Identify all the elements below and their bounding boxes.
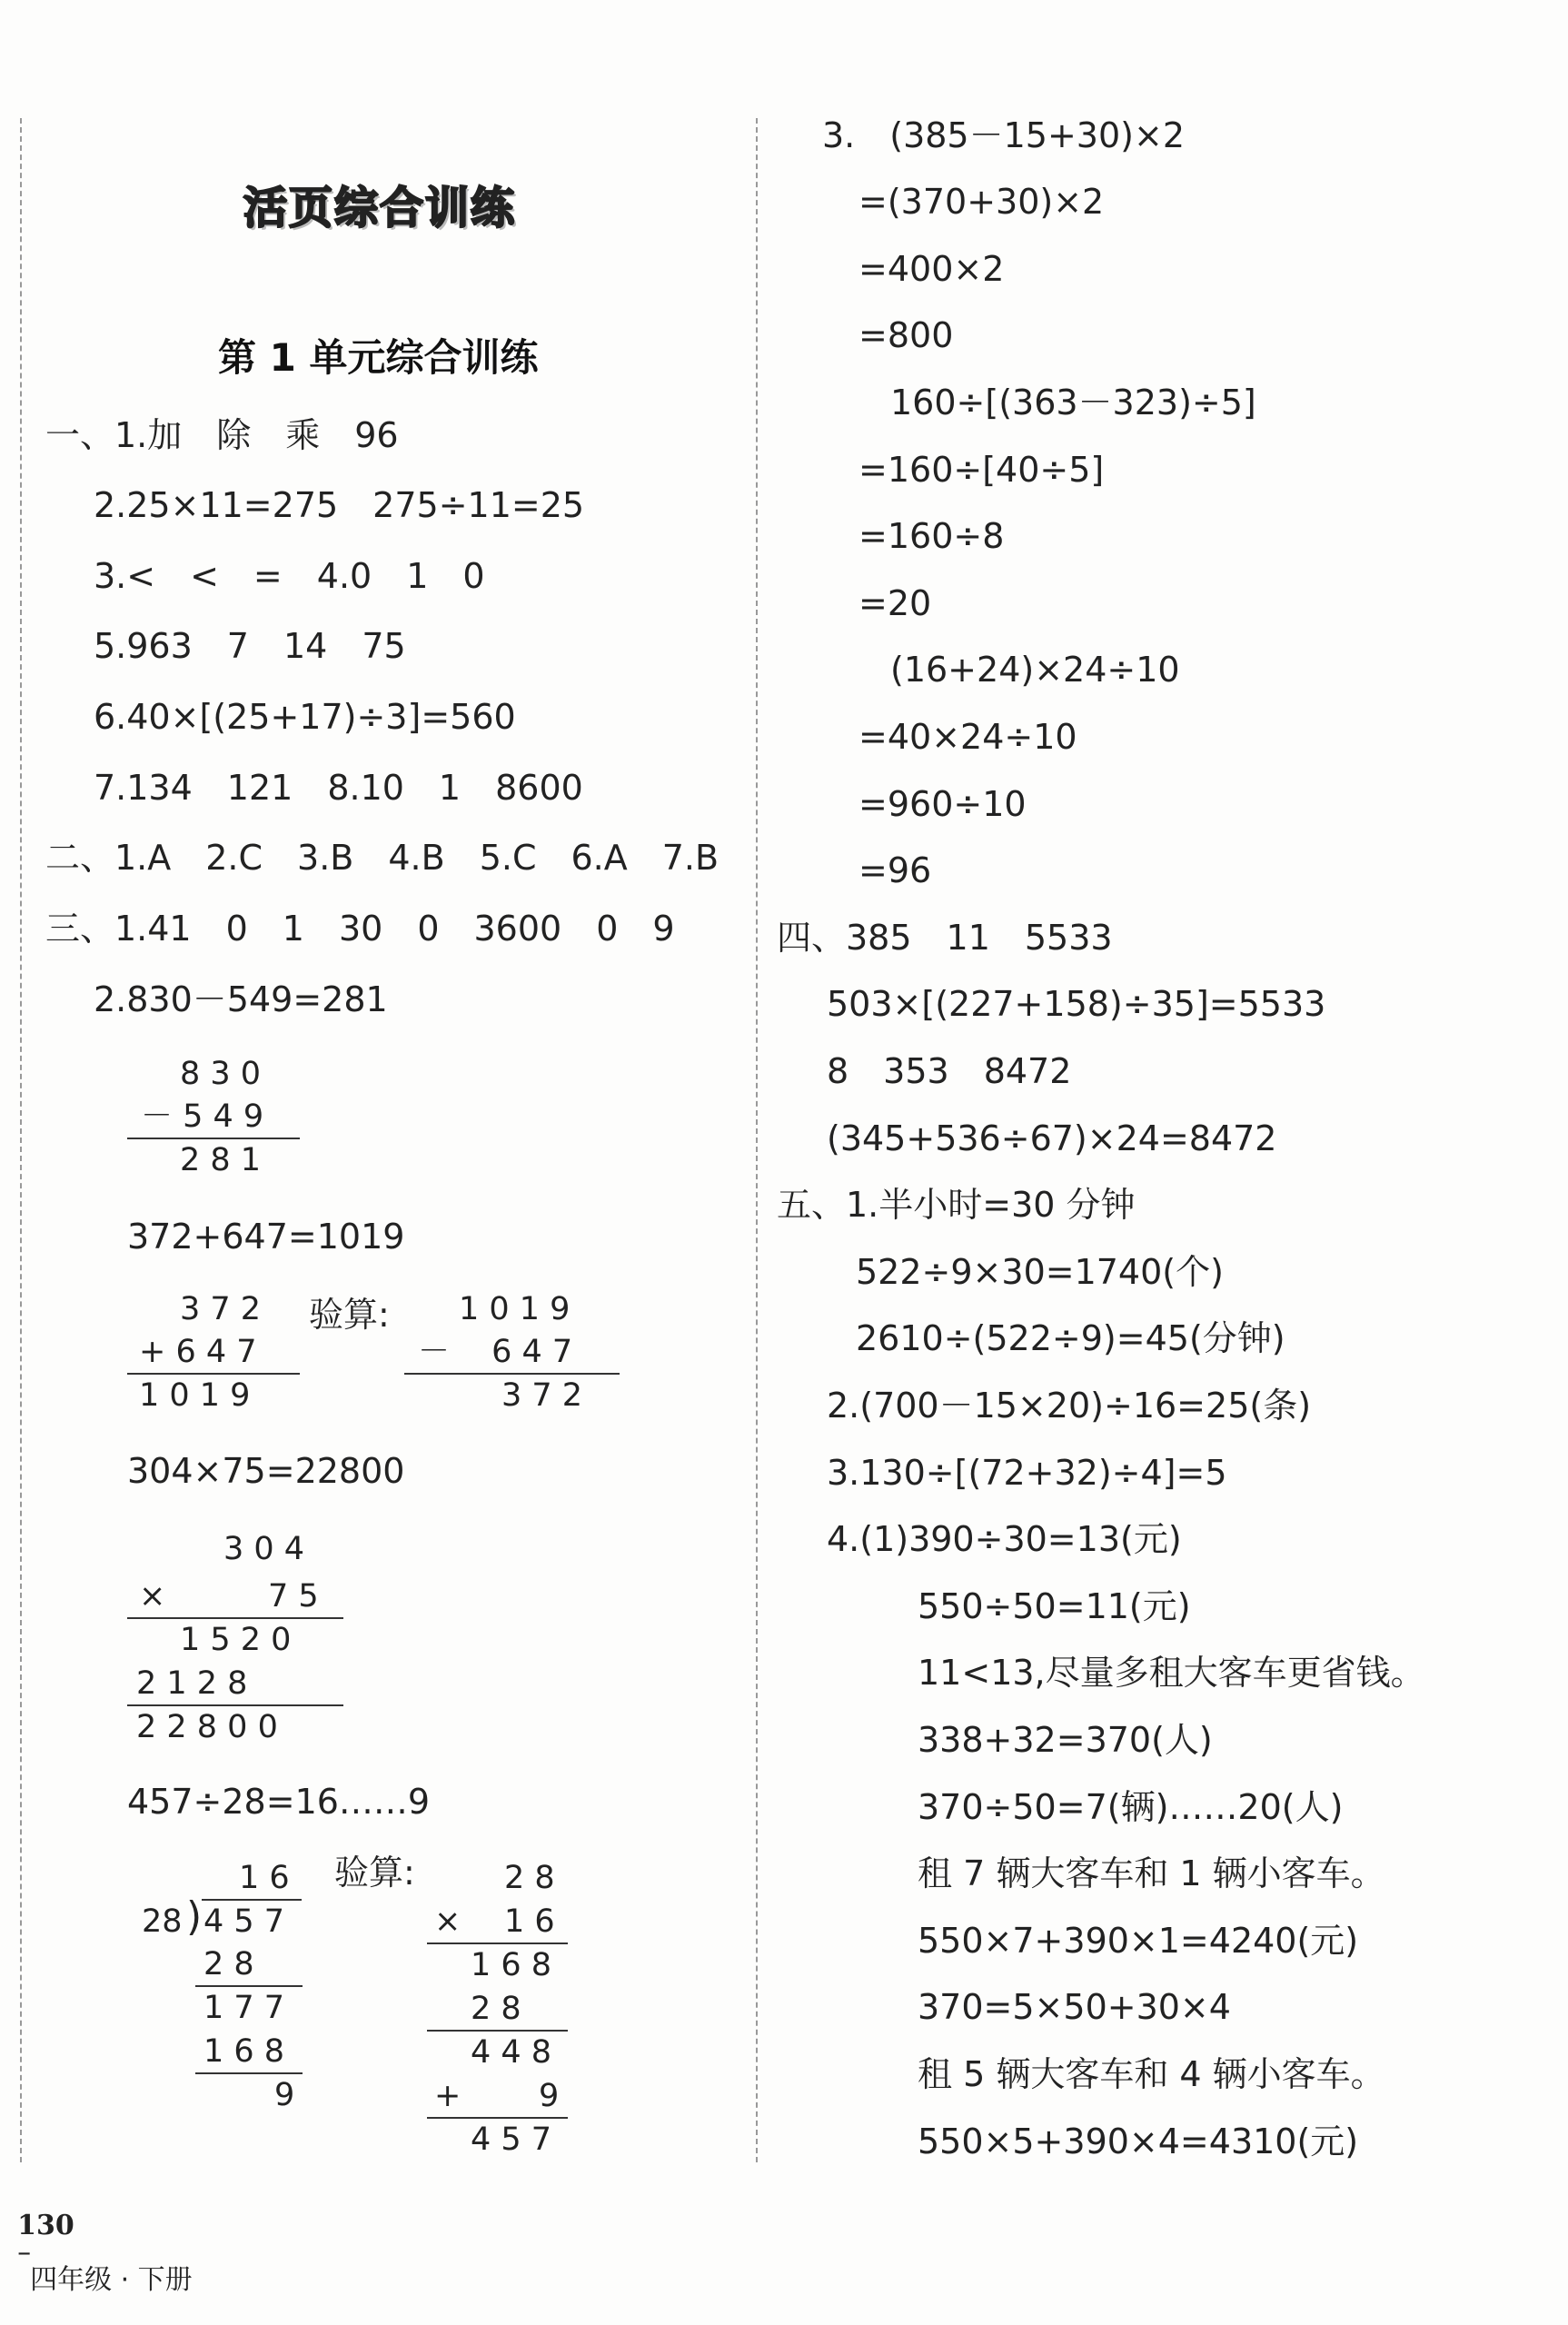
- answer-line: (16+24)×24÷10: [890, 650, 1180, 690]
- answer-line: 8 353 8472: [827, 1051, 1072, 1091]
- division-bracket: ): [186, 1893, 203, 1940]
- calc-rule: [195, 2072, 303, 2074]
- division-remainder: 9: [274, 2077, 295, 2113]
- vertical-calc-line: 1 0 1 9: [459, 1291, 571, 1327]
- answer-line: 370÷50=7(辆)……20(人): [918, 1787, 1344, 1827]
- answer-line: =96: [858, 850, 932, 890]
- page-footer: [0, 2185, 193, 2294]
- vertical-calc-line: 4 5 7: [471, 2121, 552, 2158]
- calc-rule: [127, 1704, 343, 1706]
- answer-line: 5.963 7 14 75: [94, 626, 406, 666]
- answer-line: 2.(700－15×20)÷16=25(条): [827, 1386, 1312, 1426]
- vertical-calc-line: 3 0 4: [223, 1531, 305, 1567]
- answer-line: 11<13,尽量多租大客车更省钱。: [918, 1653, 1425, 1693]
- vertical-calc-line: － 5 4 9: [141, 1098, 264, 1135]
- answer-line: 338+32=370(人): [918, 1720, 1213, 1760]
- answer-line: 2.25×11=275 275÷11=25: [94, 485, 585, 525]
- division-step: 1 7 7: [203, 1990, 285, 2026]
- vertical-calc-line: 1 5 2 0: [180, 1622, 292, 1658]
- calc-rule: [195, 1985, 303, 1987]
- vertical-calc-line: 7 5: [268, 1578, 319, 1615]
- answer-line: =160÷8: [858, 516, 1005, 556]
- answer-line: 二、1.A 2.C 3.B 4.B 5.C 6.A 7.B: [45, 838, 719, 878]
- answer-line: =(370+30)×2: [858, 182, 1105, 222]
- page-title: 活页综合训练: [243, 183, 517, 233]
- answer-line: 3.< < = 4.0 1 0: [94, 556, 485, 596]
- division-step: 1 6 8: [203, 2033, 285, 2070]
- answer-line: 2610÷(522÷9)=45(分钟): [856, 1318, 1285, 1358]
- answer-line: 550×5+390×4=4310(元): [918, 2121, 1359, 2161]
- page-number: 130: [17, 2210, 74, 2241]
- answer-line: 503×[(227+158)÷35]=5533: [827, 984, 1326, 1024]
- column-divider: [756, 118, 758, 2162]
- answer-line: 四、385 11 5533: [777, 918, 1113, 958]
- answer-line: =800: [858, 315, 954, 355]
- answer-line: (345+536÷67)×24=8472: [827, 1118, 1277, 1158]
- answer-line: 3. (385－15+30)×2: [822, 115, 1186, 155]
- answer-line: 租 7 辆大客车和 1 辆小客车。: [918, 1853, 1385, 1893]
- answer-line: 4.(1)390÷30=13(元): [827, 1519, 1182, 1559]
- answer-line: 370=5×50+30×4: [918, 1987, 1231, 2027]
- vertical-calc-line: 8 3 0: [180, 1056, 262, 1092]
- answer-line: =400×2: [858, 249, 1005, 289]
- answer-line: =20: [858, 583, 932, 623]
- vertical-calc-line: 9: [539, 2078, 560, 2114]
- answer-line: 372+647=1019: [127, 1217, 405, 1257]
- answer-line: 6.40×[(25+17)÷3]=560: [94, 697, 516, 737]
- vertical-calc-line: 3 7 2: [501, 1377, 583, 1414]
- vertical-calc-line: 2 2 8 0 0: [136, 1709, 278, 1745]
- answer-line: 550÷50=11(元): [918, 1586, 1191, 1626]
- answer-line: 160÷[(363－323)÷5]: [890, 383, 1256, 422]
- footer-dash: –: [17, 2237, 32, 2269]
- vertical-calc-line: 2 1 2 8: [136, 1665, 248, 1702]
- vertical-calc-line: 2 8: [504, 1860, 555, 1896]
- answer-line: 三、1.41 0 1 30 0 3600 0 9: [45, 909, 675, 949]
- answer-line: 304×75=22800: [127, 1451, 405, 1491]
- vertical-calc-line: 3 7 2: [180, 1291, 262, 1327]
- vertical-calc-line: 1 0 1 9: [139, 1377, 251, 1414]
- answer-line: 租 5 辆大客车和 4 辆小客车。: [918, 2054, 1385, 2094]
- calc-sign: ×: [139, 1578, 166, 1615]
- division-divisor: 28: [142, 1903, 183, 1940]
- calc-rule: [127, 1373, 300, 1375]
- answer-line: 457÷28=16……9: [127, 1782, 431, 1822]
- vertical-calc-line: 2 8 1: [180, 1142, 262, 1178]
- vertical-calc-line: － 6 4 7: [418, 1334, 573, 1370]
- vertical-calc-line: 1 6 8: [471, 1947, 552, 1983]
- calc-rule: [427, 2117, 568, 2119]
- answer-line: 522÷9×30=1740(个): [856, 1252, 1224, 1292]
- vertical-calc-line: + 6 4 7: [139, 1334, 257, 1370]
- footer-grade: 四年级 · 下册: [30, 2264, 193, 2296]
- check-label: 验算:: [334, 1853, 415, 1893]
- check-label: 验算:: [309, 1295, 390, 1335]
- vertical-calc-line: 2 8: [471, 1991, 521, 2027]
- answer-line: 一、1.加 除 乘 96: [45, 415, 399, 455]
- division-dividend: 4 5 7: [203, 1903, 285, 1940]
- calc-rule: [427, 2030, 568, 2032]
- left-margin-divider: [20, 118, 22, 2162]
- answer-line: =160÷[40÷5]: [858, 450, 1105, 490]
- answer-line: 550×7+390×1=4240(元): [918, 1921, 1359, 1961]
- answer-line: =40×24÷10: [858, 717, 1077, 757]
- calc-rule: [404, 1373, 620, 1375]
- vertical-calc-line: 1 6: [504, 1903, 555, 1940]
- calc-sign: +: [434, 2078, 461, 2114]
- vertical-calc-line: 4 4 8: [471, 2034, 552, 2071]
- calc-rule: [127, 1138, 300, 1139]
- answer-line: 3.130÷[(72+32)÷4]=5: [827, 1453, 1227, 1493]
- unit-heading: 第 1 单元综合训练: [218, 335, 539, 380]
- calc-rule: [427, 1942, 568, 1944]
- answer-line: =960÷10: [858, 784, 1027, 824]
- answer-line: 五、1.半小时=30 分钟: [777, 1185, 1136, 1225]
- calc-rule: [127, 1617, 343, 1619]
- answer-line: 7.134 121 8.10 1 8600: [94, 768, 583, 808]
- division-bar: [202, 1899, 302, 1901]
- division-step: 2 8: [203, 1946, 254, 1982]
- answer-line: 2.830－549=281: [94, 979, 388, 1019]
- calc-sign: ×: [434, 1903, 461, 1940]
- division-quotient: 1 6: [239, 1860, 290, 1896]
